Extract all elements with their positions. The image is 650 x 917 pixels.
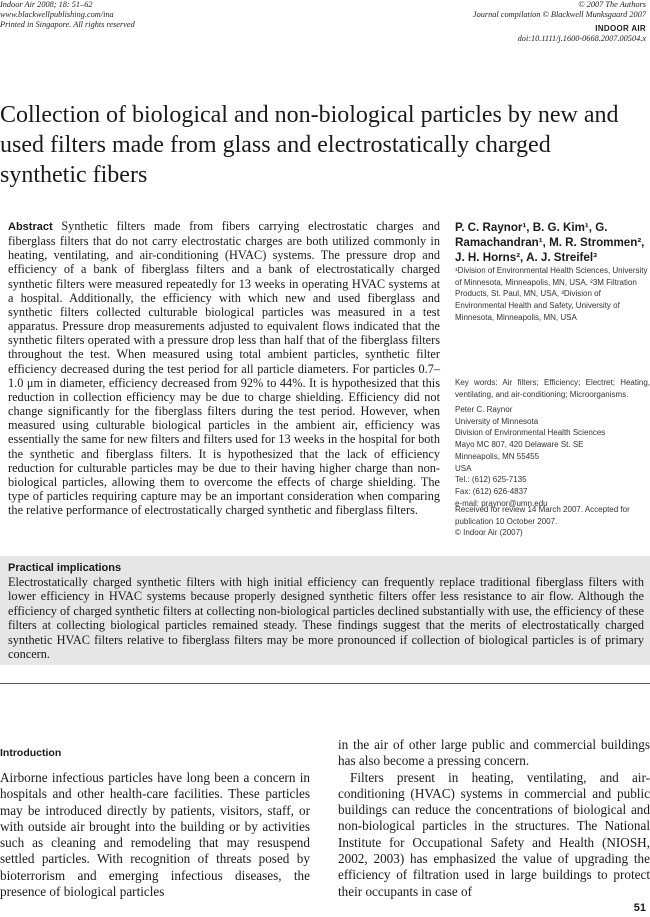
- print-notice: Printed in Singapore. All rights reserved: [0, 20, 135, 29]
- received-copyright: © Indoor Air (2007): [455, 528, 523, 538]
- publisher-url[interactable]: www.blackwellpublishing.com/ina: [0, 10, 114, 19]
- page-number: 51: [633, 902, 646, 914]
- contact-address2: Minneapolis, MN 55455: [455, 451, 540, 461]
- body-column-right: [338, 737, 650, 900]
- intro-paragraph-1: Airborne infectious particles have long been a concern in hospitals and other health-care facilities. These particles may be introduced directly by patients, visitors, staff, or with outside air brought into the building or by activities such as cleaning and remodeling that may resuspend settled particles. With recognition of threats posed by bioterrorism and emerging infectious diseases, the presence of biological particles: [0, 770, 310, 900]
- introduction-heading: Introduction: [0, 747, 62, 759]
- doi[interactable]: doi:10.1111/j.1600-0668.2007.00504.x: [517, 34, 646, 43]
- contact-name: Peter C. Raynor: [455, 405, 513, 414]
- author-list: P. C. Raynor¹, B. G. Kim¹, G. Ramachandran¹, M. R. Strommen², J. H. Horns², A. J. Streifel³: [455, 221, 645, 264]
- intro-paragraph-1-continued: in the air of other large public and commercial buildings has also become a pressing concern.: [338, 737, 650, 769]
- contact-fax: Fax: (612) 626-4837: [455, 486, 528, 496]
- abstract: [8, 219, 440, 517]
- journal-name: INDOOR AIR: [595, 24, 646, 33]
- practical-implications-text: Electrostatically charged synthetic filters with high initial efficiency can frequently replace traditional fiberglass filters with lower efficiency in HVAC systems because properly designed synthetic filters offer less resistance to air flow. Although the efficiency of charged synthetic filters at collecting non-biological particles declined substantially with use, the efficiency of these filters at collecting biological particles remained steady. These findings suggest that the merits of electrostatically charged synthetic HVAC filters relative to fiberglass filters may be more pronounced if collection of biological particles is of primary concern.: [8, 575, 644, 662]
- section-divider: [0, 683, 650, 684]
- citation-line: Indoor Air 2008; 18: 51–62: [0, 0, 93, 9]
- body-column-left: [0, 770, 310, 900]
- running-header-left: [0, 0, 135, 30]
- contact-email[interactable]: e-mail: praynor@umn.edu: [455, 498, 548, 508]
- copyright-line: © 2007 The Authors: [578, 0, 646, 9]
- practical-implications-box: [0, 556, 650, 665]
- contact-country: USA: [455, 463, 472, 473]
- correspondence-address: [455, 404, 650, 509]
- received-dates: Received for review 14 March 2007. Accepted for publication 10 October 2007.: [455, 505, 630, 526]
- contact-org2: Division of Environmental Health Sciences: [455, 428, 606, 438]
- abstract-text: Synthetic filters made from fibers carrying electrostatic charges and fiberglass filters that do not carry electrostatic charges are both utilized commonly in heating, ventilating, and air-conditioning (HVAC) systems. The pressure drop and efficiency of a bank of fiberglass filters and a bank of electrostatically charged synthetic filters were measured repeatedly for 13 weeks in operating HVAC systems at a hospital. Additionally, the efficiency with which new and used fiberglass and synthetic filters collected culturable biological particles was measured in a test apparatus. Pressure drop measurements adjusted to equivalent flows indicated that the synthetic filters operated with a pressure drop less than half that of the fiberglass filters throughout the test. When measured using total ambient particles, synthetic filter efficiency decreased during the test period for all particle diameters. For particles 0.7–1.0 μm in diameter, efficiency decreased from 92% to 44%. It is hypothesized that this reduction in collection efficiency may be due to charge shielding. Efficiency did not change significantly for the fiberglass filters during the test period. However, when measured using culturable biological particles in the ambient air, efficiency was essentially the same for new filters and filters used for 13 weeks in the hospital for both the synthetic and fiberglass filters. It is hypothesized that the lack of efficiency reduction for culturable particles may be due to their having higher charge than non-biological particles, allowing them to overcome the effects of charge shielding. The type of particles requiring capture may be an important consideration when comparing the relative performance of electrostatically charged synthetic and fiberglass filters.: [8, 219, 440, 518]
- intro-paragraph-2: Filters present in heating, ventilating, and air-conditioning (HVAC) systems in commercial and public buildings can reduce the concentrations of biological and non-biological particles in the structures. The National Institute for Occupational Safety and Health (NIOSH, 2002, 2003) has emphasized the value of upgrading the efficiency of filtration used in large buildings to protect their occupants in case of: [338, 769, 650, 899]
- abstract-label: Abstract: [8, 221, 53, 233]
- affiliations: ¹Division of Environmental Health Sciences, University of Minnesota, Minneapolis, MN, USA, ²3M Filtration Products, St. Paul, MN, USA, ³Division of Environmental Health and Safety, University of Minnesota, Minneapolis, MN, USA: [455, 266, 648, 322]
- contact-tel: Tel.: (612) 625-7135: [455, 475, 527, 485]
- keywords: Key words: Air filters; Efficiency; Electret; Heating, ventilating, and air-conditioning; Microorganisms.: [455, 378, 650, 399]
- running-header-right: [473, 0, 646, 44]
- compilation-line: Journal compilation © Blackwell Munksgaard 2007: [472, 10, 646, 19]
- article-title: Collection of biological and non-biological particles by new and used filters made from glass and electrostatically charged synthetic fibers: [0, 102, 619, 188]
- received-info: [455, 504, 650, 539]
- contact-org1: University of Minnesota: [455, 416, 539, 426]
- practical-implications-title: Practical implications: [8, 562, 122, 574]
- contact-address1: Mayo MC 807, 420 Delaware St. SE: [455, 440, 584, 450]
